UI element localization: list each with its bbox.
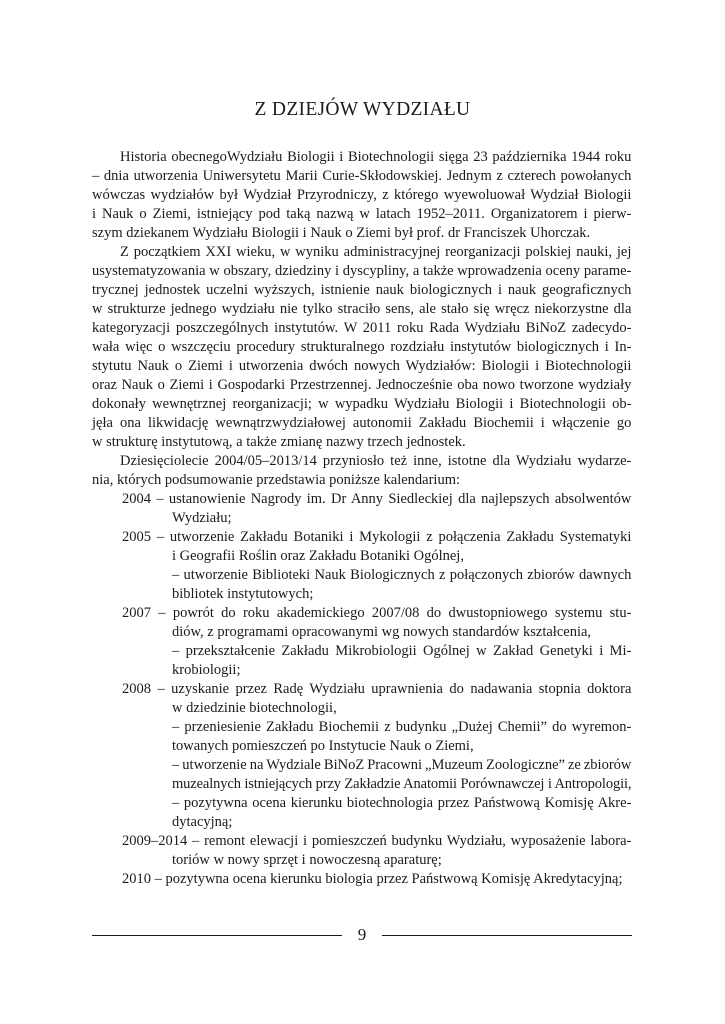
footer-rule-right [382,935,632,936]
text-line [172,718,632,737]
footer-rule-left [92,935,342,936]
text-line [92,262,632,281]
text-line [92,338,632,357]
line-text: toriów w nowy sprzęt i nowoczesną aparaturę; [172,852,442,868]
chronology-entry [92,604,632,680]
text-line [172,699,632,718]
text-line [172,775,632,794]
line-text: – utworzenie na Wydziale BiNoZ Pracowni „Muzeum Zoologiczne” ze zbiorów [172,757,632,773]
line-text: 2009–2014 – remont elewacji i pomieszczeń budynku Wydziału, wyposażenie labora- [122,833,632,849]
line-text: wała więc o wszczęciu procedury strukturalnego rozdziału instytutów biologicznych i In- [92,339,632,355]
line-text: 2005 – utworzenie Zakładu Botaniki i Mykologii z połączenia Zakładu Systematyki [122,529,632,545]
line-text: towanych pomieszczeń po Instytucie Nauk o Ziemi, [172,738,474,754]
line-text: muzealnych istniejących przy Zakładzie Anatomii Porównawczej i Antropologii, [172,776,632,792]
line-text: i Geografii Roślin oraz Zakładu Botaniki Ogólnej, [172,548,464,564]
text-line [122,832,632,851]
text-line [172,851,632,870]
line-text: szym dziekanem Wydziału Biologii i Nauk o Ziemi był prof. dr Franciszek Uhorczak. [92,225,591,241]
text-line [92,376,632,395]
line-text: i Nauk o Ziemi, istniejący pod taką nazwą w latach 1952–2011. Organizatorem i pierw- [92,206,632,222]
line-text: – przeniesienie Zakładu Biochemii z budynku „Dużej Chemii” do wyremon- [172,719,632,735]
line-text: Dziesięciolecie 2004/05–2013/14 przyniosło też inne, istotne dla Wydziału wydarze- [120,453,632,469]
text-line [172,585,632,604]
text-line [122,680,632,699]
line-text: dokonały wewnętrznej reorganizacji; w wypadku Wydziału Biologii i Biotechnologii ob- [92,396,632,412]
line-text: – dnia utworzenia Uniwersytetu Marii Curie-Skłodowskiej. Jednym z czterech powołanych [92,168,632,184]
text-line [172,566,632,585]
text-line [122,528,632,547]
text-line [92,300,632,319]
text-line [92,319,632,338]
text-line [172,642,632,661]
line-text: jęła ona likwidację wewnątrzwydziałowej autonomii Zakładu Biochemii i włączenie go [92,415,632,431]
line-text: bibliotek instytutowych; [172,586,314,602]
chapter-body [92,148,632,889]
text-line [92,433,632,452]
line-text: – utworzenie Biblioteki Nauk Biologicznych z połączonych zbiorów dawnych [172,567,632,583]
text-line [172,737,632,756]
line-text: – pozytywna ocena kierunku biotechnologia przez Państwową Komisję Akre- [172,795,632,811]
text-line [92,414,632,433]
line-text: Z początkiem XXI wieku, w wyniku administracyjnej reorganizacji polskiej nauki, jej [120,244,632,260]
text-line [92,224,632,243]
line-text: Historia obecnegoWydziału Biologii i Biotechnologii sięga 23 października 1944 roku [120,149,632,165]
chronology-entry [92,832,632,870]
text-line [172,547,632,566]
text-line [172,509,632,528]
text-line [92,471,632,490]
line-text: diów, z programami opracowanymi wg nowych standardów kształcenia, [172,624,592,640]
text-line [122,604,632,623]
line-text: 2010 – pozytywna ocena kierunku biologia przez Państwową Komisję Akredytacyjną; [122,871,623,887]
text-line [122,490,632,509]
paragraph [92,243,632,452]
text-line [172,794,632,813]
line-text: dytacyjną; [172,814,233,830]
text-line [172,661,632,680]
line-text: usystematyzowania w obszary, dziedziny i dyscypliny, a także wprowadzenia oceny parame- [92,263,632,279]
text-line [120,148,632,167]
chronology-entry [92,680,632,832]
text-line [172,756,632,775]
line-text: nia, których podsumowanie przedstawia poniższe kalendarium: [92,472,461,488]
text-line [120,452,632,471]
text-line [122,870,632,889]
text-line [92,205,632,224]
line-text: w strukturze jednego wydziału nie tylko straciło sens, ale stało się wręcz niekorzystne dla [92,301,632,317]
line-text: 2004 – ustanowienie Nagrody im. Dr Anny Siedleckiej dla najlepszych absolwentów [122,491,632,507]
line-text: w dziedzinie biotechnologii, [172,700,337,716]
text-line [92,395,632,414]
chronology-list [92,490,632,889]
page-footer [92,924,632,946]
line-text: – przekształcenie Zakładu Mikrobiologii Ogólnej w Zakład Genetyki i Mi- [172,643,632,659]
line-text: trycznej jednostek uczelni wyższych, istnienie nauk biologicznych i nauk geograficznych [92,282,632,298]
text-line [120,243,632,262]
chronology-entry [92,870,632,889]
text-line [92,167,632,186]
text-line [92,357,632,376]
text-line [92,281,632,300]
line-text: kategoryzacji poszczególnych instytutów. W 2011 roku Rada Wydziału BiNoZ zadecydo- [92,320,632,336]
line-text: 2008 – uzyskanie przez Radę Wydziału uprawnienia do nadawania stopnia doktora [122,681,632,697]
paragraph [92,452,632,490]
line-text: 2007 – powrót do roku akademickiego 2007/08 do dwustopniowego systemu stu- [122,605,632,621]
line-text: oraz Nauk o Ziemi i Gospodarki Przestrzennej. Jednocześnie oba nowo tworzone wydziały [92,377,632,393]
line-text: wówczas wydziałów był Wydział Przyrodniczy, z którego wyewoluował Wydział Biologii [92,187,632,203]
line-text: stytutu Nauk o Ziemi i utworzenia dwóch nowych Wydziałów: Biologii i Biotechnologii [92,358,632,374]
page-number: 9 [357,925,367,944]
chronology-entry [92,528,632,604]
text-line [172,623,632,642]
chronology-entry [92,490,632,528]
chapter-title: Z DZIEJÓW WYDZIAŁU [254,99,471,120]
line-text: Wydziału; [172,510,232,526]
line-text: krobiologii; [172,662,241,678]
text-line [92,186,632,205]
paragraph [92,148,632,243]
text-line [172,813,632,832]
line-text: w strukturę instytutową, a także zmianę nazwy trzech jednostek. [92,434,466,450]
